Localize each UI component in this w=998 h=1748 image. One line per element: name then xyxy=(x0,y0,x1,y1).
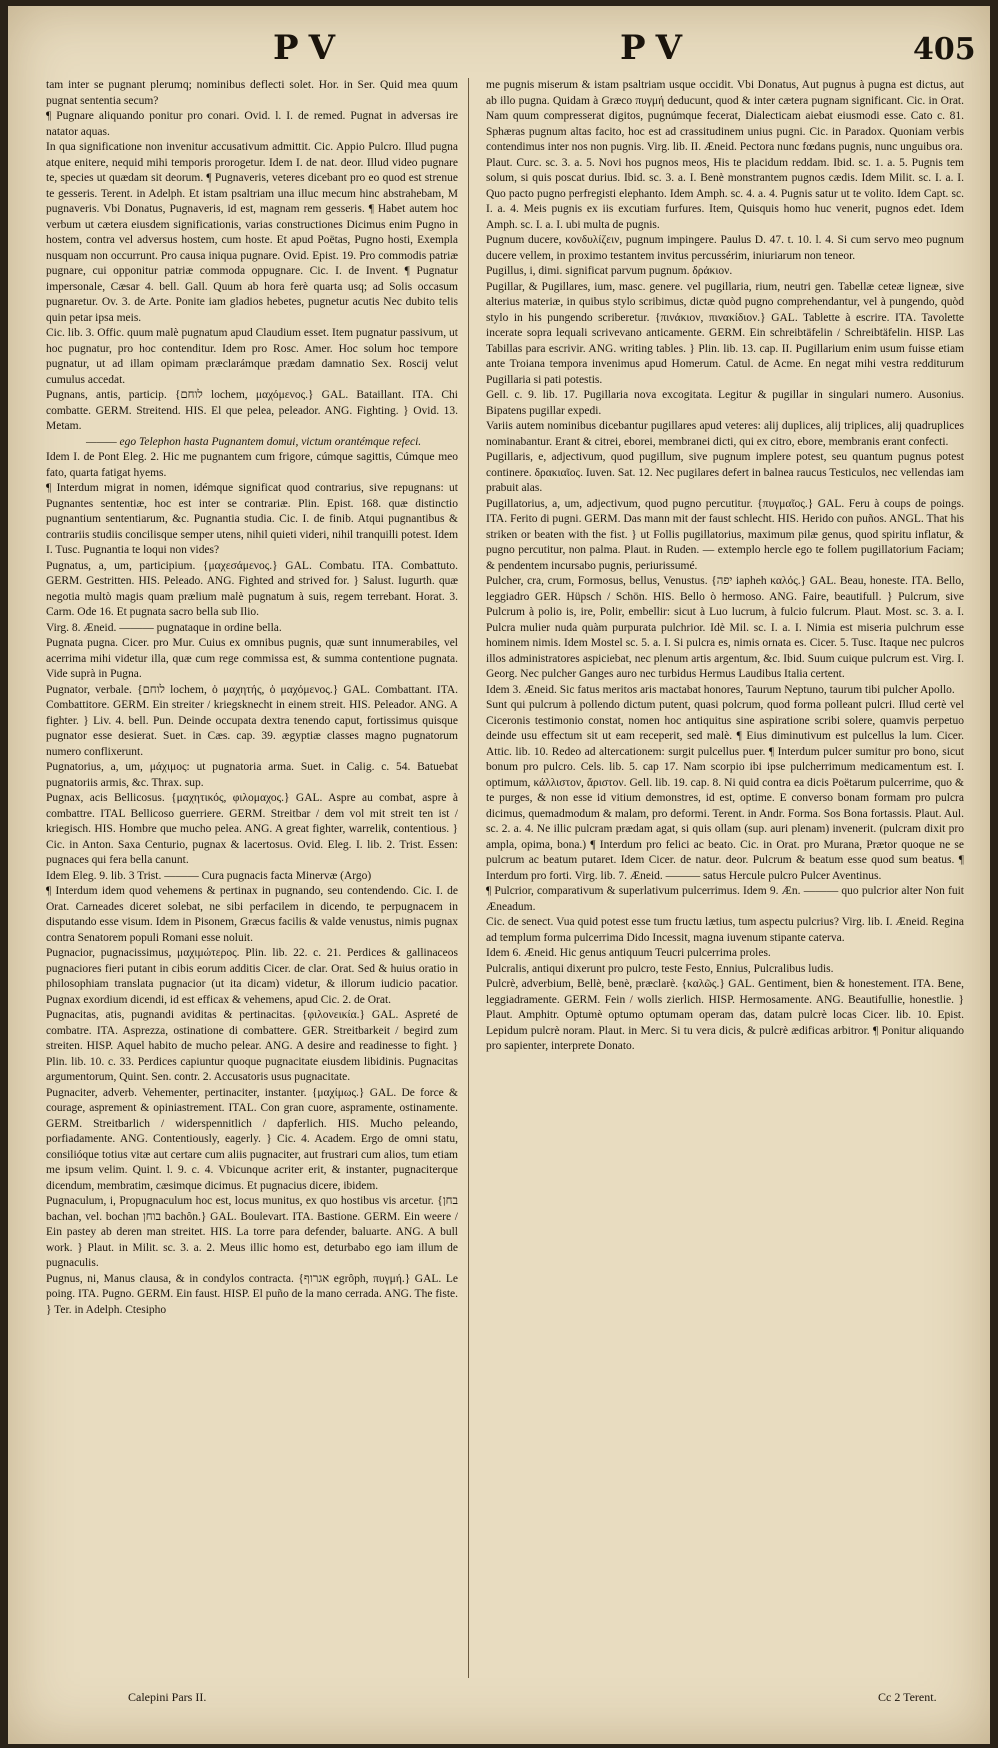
entry-paragraph: tam inter se pugnant plerumq; nominibus deflecti solet. Hor. in Ser. Quid mea quum pugnat sententia secum? xyxy=(46,79,458,107)
entry-paragraph: Pugnata pugna. Cicer. pro Mur. Cuius ex omnibus pugnis, quæ sunt innumerabiles, vel acerrima mihi videtur illa, quæ cum rege commissa est, & summa contentione pugnata. Vide suprà in Pugna. xyxy=(46,637,458,680)
catchword: Cc 2 Terent. xyxy=(878,1690,937,1704)
entry-paragraph: Pugnax, acis Bellicosus. {μαχητικός, φιλομαχος.} GAL. Aspre au combat, aspre à combattre. ITAL Bellicoso guerriere. GERM. Streitbar / dem vol mit streit ten ist / kriegisch. HIS. Hombre que mucho pelea. ANG. A great fighter, warrelik, contentious. } Cic. in Anton. Saxa Centurio, pugnax & lacertosus. Ovid. Eleg. I. lib. 2. Trist. Essen: pugnaces qui fera bella canunt. xyxy=(46,792,458,866)
entry-paragraph: Variis autem nominibus dicebantur pugillares apud veteres: alij duplices, alij triplices, alij quadruplices nominabantur. Erant & citrei, eborei, membranei dicti, qui ex citro, ebore, membranis erant confecti. xyxy=(486,420,964,448)
book-page xyxy=(8,6,990,1744)
entry-paragraph: Virg. 8. Æneid. ——— pugnataque in ordine bella. xyxy=(46,621,282,634)
entry-paragraph: Pugillar, & Pugillares, ium, masc. genere. vel pugillaria, rium, neutri gen. Tabellæ ceteæ ligneæ, sive alterius materiæ, in quibus stylo scribimus, dictæ quòd pugno comprehendantur, vel à pungendo, quòd stylo in his pungendo scriberetur. {πινάκιον, πινακίδιον.} GAL. Tablette à escrire. ITA. Tavolette incerate sopra lequali scrivevano anticamente. GERM. Ein schreibtäfelin / Schreibtäfelin. HISP. Las Tabillas para escrivir. ANG. writing tables. } Plin. lib. 13. cap. II. Pugillarium enim usum fuisse etiam ante Troiana tempora invenimus apud Homerum. Catul. de Acme. En negat mihi vestra redditurum Pugillaria si pati potestis. xyxy=(486,280,964,386)
entry-paragraph: In qua significatione non invenitur accusativum admittit. Cic. Appio Pulcro. Illud pugna atque enitere, nequid mihi temporis prorogetur. Idem I. de nat. deor. Illud video pugnare te, species ut quædam sit deorum. ¶ Pugnaveris, veteres dicebant pro eo quod est strenue te gesseris. Terent. in Adelph. Et istam psaltriam una illuc mecum hinc abstrahebam, M pugnaveris. Vbi Donatus, Pugnaveris, id est, magnam rem gesseris. ¶ Habet autem hoc verbum ut cætera eiusdem significationis, varias constructiones Dicimus enim Pugno in hostem, contra vel adversus hostem, cum hoste. Et apud Poëtas, Pugno hosti, Exempla nusquam non occurrunt. Pro causa iniqua pugnare. Ovid. Epist. 19. Pro commodis patriæ pugnare, cui opponitur patriæ commoda oppugnare. Cic. I. de Invent. ¶ Pugnatur impersonale, Cæsar 4. bell. Gall. Quum ab hora ferè quarta usq; ad Solis occasum pugnaretur. Ov. 3. de Arte. Ponite iam gladios hebetes, pugnetur acutis Nec dubito telis quin petar ipsa meis. xyxy=(46,141,458,324)
entry-paragraph: Pugnacior, pugnacissimus, μαχιμώτερος. Plin. lib. 22. c. 21. Perdices & gallinaceos pugnaciores fieri putant in cibis eorum additis Cicer. de clar. Orat. Sed & huius oratio in philosophiam translata pugnacior (ut ita dicam) videtur, & illorum iudicio pacatior. Pugnax exordium dicendi, id est efficax & vehemens, apud Cic. 2. de Orat. xyxy=(46,947,458,1006)
entry-paragraph: Pugnacitas, atis, pugnandi aviditas & pertinacitas. {φιλονεικία.} GAL. Aspreté de combatre. ITA. Asprezza, ostinatione di combattere. GER. Streitbarkeit / begird zum streiten. HISP. Aquel habito de mucho pelear. ANG. A desire and readinesse to fight. } Plin. lib. 10. c. 33. Perdices capiuntur quoque pugnacitate eiusdem libidinis. Pugnacitas argumentorum, Quint. Sen. contr. 2. Accusatoris usus pugnacitate. xyxy=(46,1009,458,1083)
entry-paragraph: ¶ Pulcrior, comparativum & superlativum pulcerrimus. Idem 9. Æn. ——— quo pulcrior alter Non fuit Æneadum. xyxy=(486,885,964,913)
entry-paragraph: Gell. c. 9. lib. 17. Pugillaria nova excogitata. Legitur & pugillar in singulari numero. Ausonius. Bipatens pugillar expedi. xyxy=(486,389,964,417)
entry-paragraph: ¶ Interdum migrat in nomen, idémque significat quod contrarius, sive repugnans: ut Pugnantes sententiæ, hoc est inter se contrariæ. Plin. Epist. 168. quæ distinctio pugnantium sententiarum, &c. Pugnantia studia. Cic. I. de finib. Atqui pugnantibus & contrariis studiis concilisque semper utens, nihil quieti videri, nihil tranquilli potest. Idem I. Tusc. Pugnantia te loqui non vides? xyxy=(46,482,458,556)
entry-paragraph: Cic. lib. 3. Offic. quum malè pugnatum apud Claudium esset. Item pugnatur passivum, ut hoc pugnatur, pro hoc contenditur. Idem pro Rosc. Amer. Hoc solum hoc tempore pugnatur, ut ad illam opimam præclarámque prædam damnatio Sex. Roscij velut cumulus accedat. xyxy=(46,327,458,386)
running-head-left: PV xyxy=(273,28,345,68)
entry-paragraph: Idem I. de Pont Eleg. 2. Hic me pugnantem cum frigore, cúmque sagittis, Cúmque meo fato, quarta fatigat hyems. xyxy=(46,451,458,479)
entry-paragraph: Pugnans, antis, particip. {לוחם lochem, μαχόμενος.} GAL. Bataillant. ITA. Chi combatte. GERM. Streitend. HIS. El que pelea, peleador. ANG. Fighting. } Ovid. 13. Metam. xyxy=(46,389,458,432)
left-column xyxy=(46,78,458,1688)
entry-paragraph: Sunt qui pulcrum à pollendo dictum putent, quasi polcrum, quod forma polleant pulcri. Illud certè vel Ciceronis testimonio constat, nomen hoc antiquitus sine aspiratione scribi solere, quamvis perpetuo deinde usu effectum sit ut eam receperit, sed malè. ¶ Eius diminutivum est pulcellus la lum. Cicer. Attic. lib. 10. Redeo ad altercationem: surgit pulcellus puer. ¶ Interdum pulcer sumitur pro bono, sicut bonum pro pulcro. Cels. lib. 5. cap 17. Nam scorpio ibi ipse pulcherrimum medicamentum est. I. optimum, κάλλιστον, ἄριστον. Gell. lib. 19. cap. 8. Ni quid contra ea dicis Poëtarum pulcerrime, quo & te purges, & non esse id vitium demonstres, id est, optime. E converso bonam formam pro pulcra dicimus, quemadmodum & malam, pro deformi. Terent. in Andr. Forma. Sos Bona fortassis. Plaut. Aul. sc. 2. a. 4. Ne illic pulcram prædam agat, si quis ollam (sup. auri plenam) invenerit. (pulcram dixit pro ampla, opima, bona.) ¶ Interdum pro felici ac beato. Cic. in Orat. pro Murana, Prætor quoque ne se pulcrum ac beatum putaret. Idem Cicer. de natur. deor. Pulcrum & beatum esse quod sum beatus. ¶ Interdum pro forti. Virg. lib. 7. Æneid. ——— satus Hercule pulcro Pulcer Aventinus. xyxy=(486,699,964,882)
entry-paragraph: Idem 3. Æneid. Sic fatus meritos aris mactabat honores, Taurum Neptuno, taurum tibi pulcher Apollo. xyxy=(486,683,955,696)
entry-paragraph: ¶ Interdum idem quod vehemens & pertinax in pugnando, seu contendendo. Cic. I. de Orat. Carneades diceret solebat, ne sibi perfacilem in dicendo, te perpugnacem in disputando esse visum. Idem in Pisonem, Græcus facilis & valde venustus, nimis pugnax contra Senatorem populi Romani esse noluit. xyxy=(46,885,458,944)
entry-paragraph: Pugnum ducere, κονδυλίζειν, pugnum impingere. Paulus D. 47. t. 10. l. 4. Si cum servo meo pugnum ducere vellem, in proximo testantem invitus percussérim, iniuriarum non teneor. xyxy=(486,234,964,262)
entry-paragraph: Idem 6. Æneid. Hic genus antiquum Teucri pulcerrima proles. xyxy=(486,947,771,959)
entry-paragraph: Pugnatorius, a, um, μάχιμος: ut pugnatoria arma. Suet. in Calig. c. 54. Batuebat pugnatoriis armis, &c. Thrax. sup. xyxy=(46,761,458,789)
column-divider xyxy=(468,78,469,1678)
entry-paragraph: Pugnus, ni, Manus clausa, & in condylos contracta. {אגרוף egrôph, πυγμή.} GAL. Le poing. ITA. Pugno. GERM. Ein faust. HISP. El puño de la mano cerrada. ANG. The fiste. } Ter. in Adelph. Ctesipho xyxy=(46,1272,458,1316)
entry-paragraph: Pugnatus, a, um, participium. {μαχεσάμενος.} GAL. Combatu. ITA. Combattuto. GERM. Gestritten. HIS. Peleado. ANG. Fighted and strived for. } Salust. Iugurth. quæ negotia multò magis quam prælium malè pugnatum à suis, regem terrebant. Horat. 3. Carm. Ode 16. Et pugnata sacro bella sub Ilio. xyxy=(46,559,458,618)
entry-paragraph: Pulcher, cra, crum, Formosus, bellus, Venustus. {יפה iapheh καλός.} GAL. Beau, honeste. ITA. Bello, leggiadro GER. Hüpsch / Schön. HIS. Bello ò hermoso. ANG. Faire, beautifull. } Pulcrum, sive Pulcrum à polio is, ire, Polir, embellir: sicut à Luo lucrum, à fulcio fulcrum. Plaut. Most. sc. 3. a. I. Pulcra mulier nuda quàm purpurata pulchrior. Idè Mil. sc. I. a. I. Nimia est miseria pulchrum esse hominem nimis. Idem Mostel sc. 5. a. I. Si pulcra es, nimis ornata es. Cicer. 5. Tusc. Itaque nec pulcros illos administratores aspiciebat, nec plenum artis argentum, &c. Ibid. Suum cuique pulcrum est. Virg. I. Georg. Nec pulcher Ganges auro nec turbidus Hermus Laudibus Italia certent. xyxy=(486,575,964,680)
entry-paragraph: Plaut. Curc. sc. 3. a. 5. Novi hos pugnos meos, His te placidum reddam. Ibid. sc. 1. a. 5. Pugnis tem solum, si quis poscat durius. Ibid. sc. 3. a. I. Benè monstrantem pugnos cædis. Idem Milit. sc. I. a. I. Quo pacto pugno perfregisti elephanto. Idem Amph. sc. 4. a. 4. Pugnis satur ut te volito. Idem Capt. sc. I. a. 4. Meis pugnis ex iis excutiam furfures. Item, Quisquis homo huc venerit, pugnos edet. Idem Amph. sc. I. a. I. ubi multa de pugnis. xyxy=(486,156,964,231)
entry-paragraph: Idem Eleg. 9. lib. 3 Trist. ——— Cura pugnacis facta Minervæ (Argo) xyxy=(46,869,372,882)
quote-paragraph: ——— ego Telephon hasta Pugnantem domui, victum orantémque refeci. xyxy=(86,435,422,448)
running-head-right: PV xyxy=(620,28,692,68)
entry-paragraph: Pugillus, i, dimi. significat parvum pugnum. δράκιον. xyxy=(486,265,733,277)
entry-paragraph: Pugnaculum, i, Propugnaculum hoc est, locus munitus, ex quo hostibus vis arcetur. {בחן bachan, vel. bochan בוחן bachôn.} GAL. Boulevart. ITA. Bastione. GERM. Ein weere / Ein pastey ab deren man streitet. HIS. La torre para defender, baluarte. ANG. A bull work. } Plaut. in Milit. sc. 3. a. 2. Meus illic homo est, deturbabo ego iam illum de pugnaculis. xyxy=(46,1195,458,1269)
entry-paragraph: Pugillaris, e, adjectivum, quod pugillum, sive pugnum implere potest, seu quantum pugnus potest continere. δρακιαῖος. Iuven. Sat. 12. Nec pugilares defert in balnea raucus Testiculos, nec vellendas iam prabuit alas. xyxy=(486,451,964,494)
entry-paragraph: Cic. de senect. Vua quid potest esse tum fructu lætius, tum aspectu pulcrius? Virg. lib. I. Æneid. Regina ad templum forma pulcerrima Dido Incessit, magna iuvenum stipante caterva. xyxy=(486,916,964,944)
entry-paragraph: Pugnator, verbale. {לוחם lochem, ὁ μαχητής, ὁ μαχόμενος.} GAL. Combattant. ITA. Combattitore. GERM. Ein streiter / kriegsknecht in einem streit. HIS. Peleador. ANG. A fighter. } Liv. 4. bell. Pun. Deinde occupata dextra tenendo caput, fortissimus quisque pugnator esse desierat. Suet. in Cæs. cap. 39. ægyptiæ classes magno pugnatorum numero conflixerunt. xyxy=(46,683,458,758)
entry-paragraph: Pulcrè, adverbium, Bellè, benè, præclarè. {καλῶς.} GAL. Gentiment, bien & honestement. ITA. Bene, leggiadramente. GERM. Fein / wolls zierlich. HISP. Hermosamente. ANG. Beautifullie, honestlie. } Plaut. Amphitr. Optumè optumo optumam operam das, datam pulcrè locas Cicer. lib. 10. Epist. Lepidum pulcrè noram. Plaut. in Merc. Si tu vera dicis, & pulcrè ædificas arbitror. ¶ Ponitur aliquando pro sapienter, interprete Donato. xyxy=(486,978,964,1052)
page-number: 405 xyxy=(913,32,976,67)
page-footer xyxy=(8,1690,990,1720)
entry-paragraph: Pugnaciter, adverb. Vehementer, pertinaciter, instanter. {μαχίμως.} GAL. De force & courage, asprement & opiniastrement. ITAL. Con gran cuore, aspramente, ostinamente. GERM. Streitbarlich / widerspennitlich / dapferlich. HIS. Mucho peleando, porfiadamente. ANG. Contentiously, eagerly. } Cic. 4. Academ. Ergo de omni statu, consilióque totius vitæ aut certare cum aliis pugnaciter, aut frustrari cum alios, tum etiam me ipsum velim. Quint. l. 9. c. 4. Vbicunque acriter erit, & instanter, pugnaciterque dicendum, membratim, cæsimque dicimus. Et pugnacius dicere, ibidem. xyxy=(46,1086,458,1192)
entry-paragraph: me pugnis miserum & istam psaltriam usque occidit. Vbi Donatus, Aut pugnus à pugna est dictus, aut ab illo pugna. Quidam à Græco πυγμή deducunt, quod & inter cætera pugnam significant. Cic. in Orat. Nam quum compresserat digitos, pugnúmque fecerat, Dialecticam aiebat eiusmodi esse. Cato c. 81. Sphæras pugnum altas facito, hoc est ad crassitudinem unius pugni. Cic. in Paradox. Quoniam verbis contendimus inter nos non pugnis. Virg. lib. II. Æneid. Pectora nunc fœdans pugnis, nunc unguibus ora. xyxy=(486,79,964,153)
entry-paragraph: ¶ Pugnare aliquando ponitur pro conari. Ovid. l. I. de remed. Pugnat in adversas ire natator aquas. xyxy=(46,110,458,138)
signature-mark: Calepini Pars II. xyxy=(128,1690,207,1704)
right-column xyxy=(486,78,964,1688)
entry-paragraph: Pugillatorius, a, um, adjectivum, quod pugno percutitur. {πυγμαῖος.} GAL. Feru à coups de poings. ITA. Ferito di pugni. GERM. Das mann mit der faust schlecht. HIS. Herido con puños. ANGL. That his striken or beaten with the fist. } ut Follis pugillatorius, maximum pilæ genus, quod spiritu inflatur, & pugno percutitur, non palma. Plaut. in Ruden. — extemplo hercle ego te follem pugillatorium Faciam; & pendentem incursabo pugnis, periurissumé. xyxy=(486,497,964,572)
entry-paragraph: Pulcralis, antiqui dixerunt pro pulcro, teste Festo, Ennius, Pulcralibus ludis. xyxy=(486,962,834,975)
